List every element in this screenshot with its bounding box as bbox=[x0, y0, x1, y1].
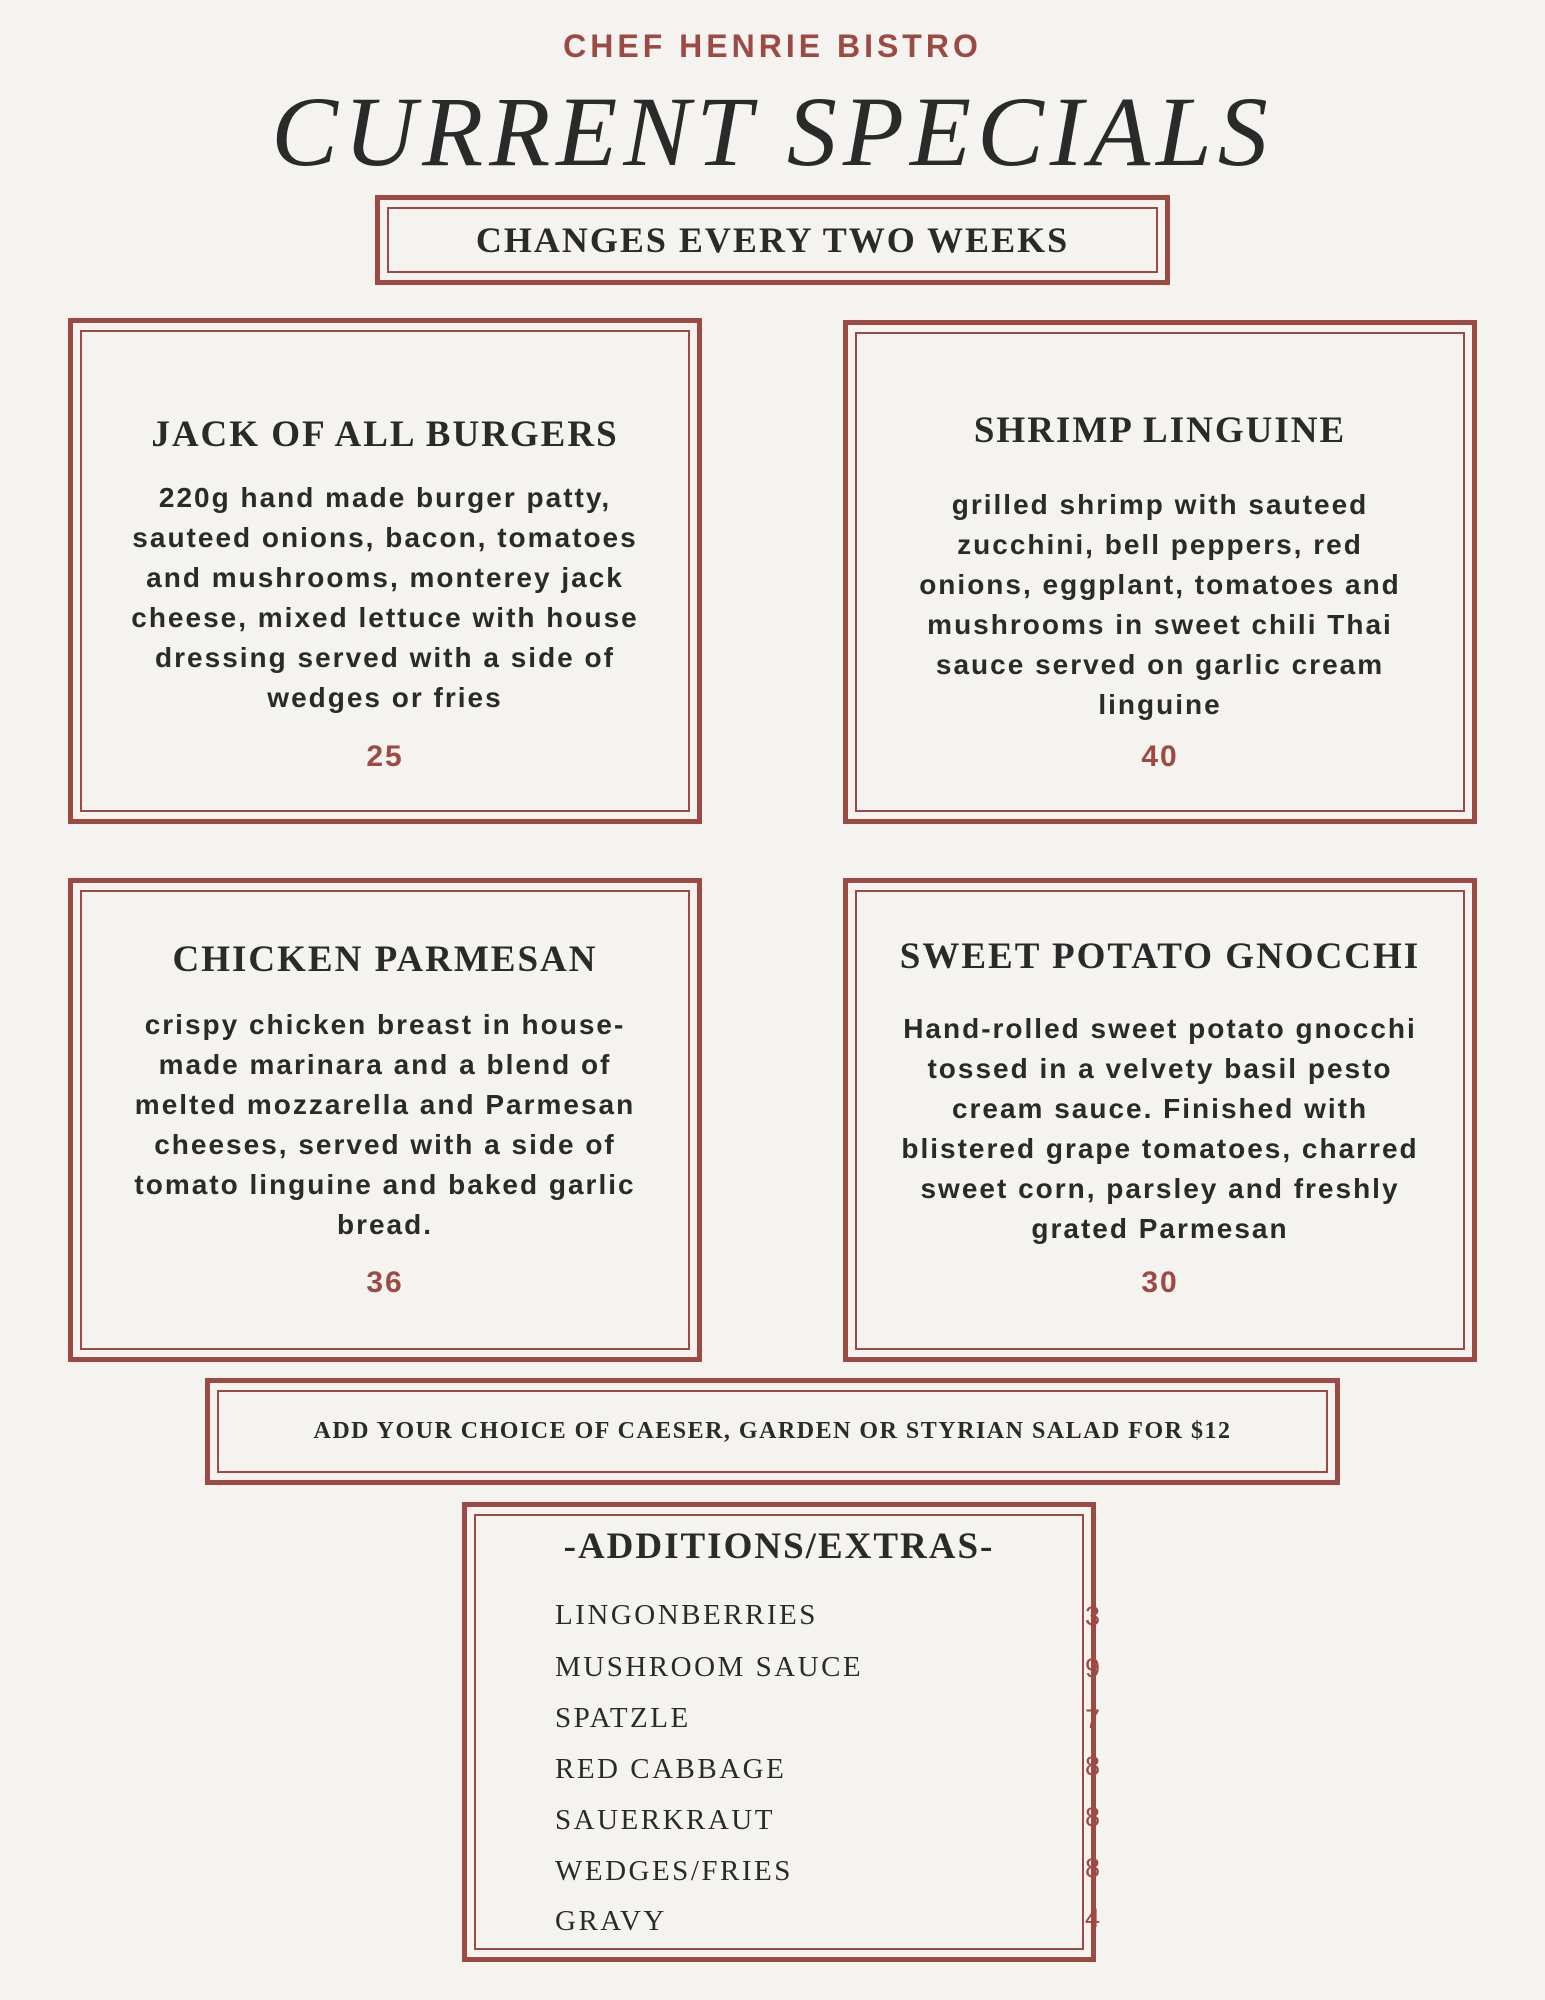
special-description: 220g hand made burger patty, sauteed onions, bacon, tomatoes and mushrooms, monterey jack cheese, mixed lettuce with house dressing served with a side of wedges or fries bbox=[131, 482, 639, 713]
extra-item bbox=[555, 1599, 1101, 1639]
special-name: SWEET POTATO GNOCCHI bbox=[899, 936, 1421, 977]
extra-price: 9 bbox=[1085, 1653, 1101, 1683]
special-description: grilled shrimp with sauteed zucchini, bell peppers, red onions, eggplant, tomatoes and mushrooms in sweet chili Thai sauce served on garlic cream linguine bbox=[919, 489, 1401, 720]
special-card-burgers bbox=[68, 318, 702, 824]
extra-item bbox=[555, 1751, 1101, 1793]
restaurant-name: CHEF HENRIE BISTRO bbox=[563, 28, 982, 64]
extra-name: WEDGES/FRIES bbox=[555, 1855, 793, 1887]
extra-price: 8 bbox=[1085, 1802, 1101, 1832]
special-name: SHRIMP LINGUINE bbox=[973, 410, 1347, 451]
extra-name: SPATZLE bbox=[555, 1702, 691, 1734]
extra-item bbox=[555, 1651, 1101, 1691]
extra-name: LINGONBERRIES bbox=[555, 1599, 818, 1631]
special-name: JACK OF ALL BURGERS bbox=[151, 414, 619, 455]
extra-item bbox=[555, 1903, 1101, 1945]
special-price: 40 bbox=[1141, 740, 1179, 773]
extra-item bbox=[555, 1802, 1101, 1844]
extra-price: 8 bbox=[1085, 1751, 1101, 1781]
special-price: 36 bbox=[366, 1266, 404, 1299]
extra-price: 7 bbox=[1085, 1704, 1101, 1734]
salad-banner bbox=[205, 1378, 1340, 1485]
extra-item bbox=[555, 1702, 1101, 1742]
extra-price: 4 bbox=[1085, 1903, 1101, 1933]
special-price: 30 bbox=[1141, 1266, 1179, 1299]
subtitle-text: CHANGES EVERY TWO WEEKS bbox=[475, 220, 1070, 260]
extra-name: MUSHROOM SAUCE bbox=[555, 1651, 864, 1683]
page-title: CURRENT SPECIALS bbox=[271, 76, 1274, 187]
extra-name: GRAVY bbox=[555, 1905, 667, 1937]
subtitle-banner bbox=[375, 195, 1170, 285]
salad-note: ADD YOUR CHOICE OF CAESER, GARDEN OR STYRIAN SALAD FOR $12 bbox=[313, 1418, 1232, 1444]
extra-name: RED CABBAGE bbox=[555, 1753, 787, 1785]
extras-title: -ADDITIONS/EXTRAS- bbox=[563, 1526, 995, 1567]
special-card-shrimp bbox=[843, 320, 1477, 824]
extra-name: SAUERKRAUT bbox=[555, 1804, 775, 1836]
extra-price: 3 bbox=[1085, 1601, 1101, 1631]
special-card-chicken bbox=[68, 878, 702, 1362]
special-description: crispy chicken breast in house- made marinara and a blend of melted mozzarella and Parmesan cheeses, served with a side of tomato linguine and baked garlic bread. bbox=[134, 1009, 636, 1240]
extra-item bbox=[555, 1853, 1101, 1895]
special-name: CHICKEN PARMESAN bbox=[172, 939, 598, 980]
extra-price: 8 bbox=[1085, 1853, 1101, 1883]
special-price: 25 bbox=[366, 740, 404, 773]
special-description: Hand-rolled sweet potato gnocchi tossed in a velvety basil pesto cream sauce. Finished with blistered grape tomatoes, charred sweet corn, parsley and freshly grated Parmesan bbox=[901, 1013, 1419, 1244]
extras-panel bbox=[462, 1502, 1101, 1962]
special-card-gnocchi bbox=[843, 878, 1477, 1362]
